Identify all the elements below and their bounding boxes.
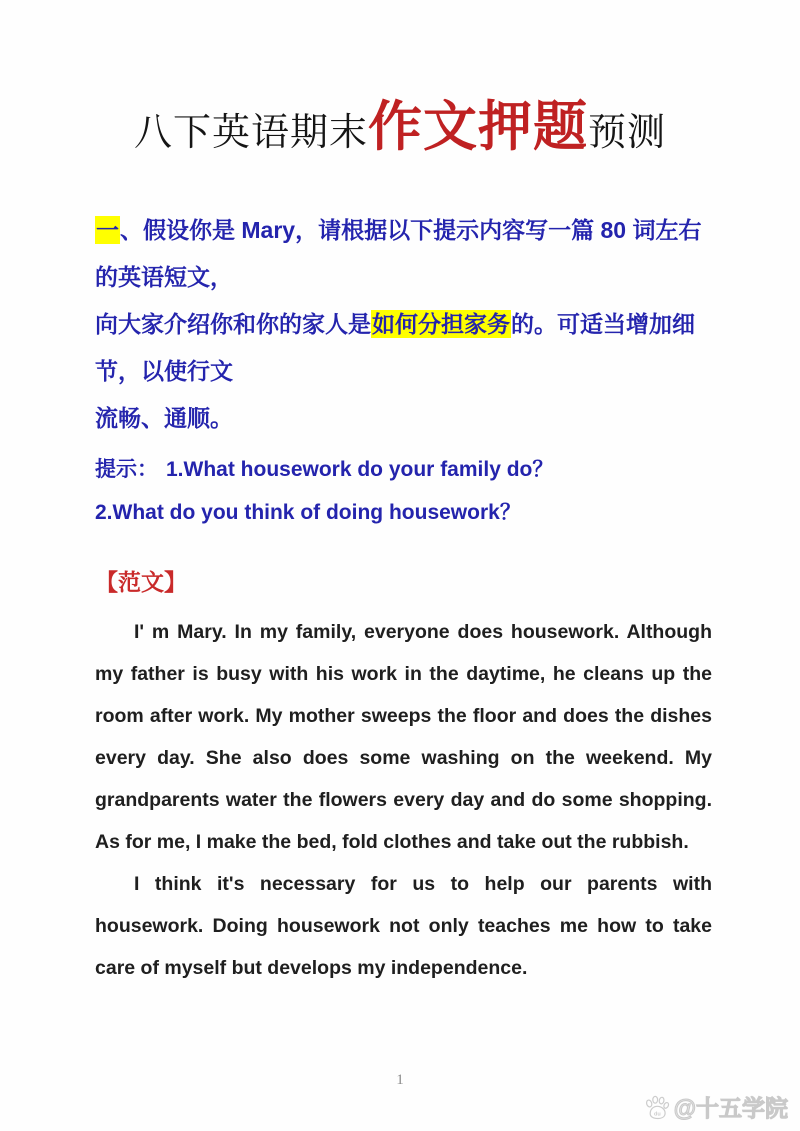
prompt-text: 、假设你是 Mary，请根据以下提示内容写一篇 80 词左右的英语短文， (95, 217, 702, 290)
title-suffix: 预测 (588, 112, 667, 154)
essay-body (95, 611, 712, 989)
essay-paragraph: I' m Mary. In my family, everyone does housework. Although my father is busy with his work in the daytime, he cleans up the room after work. My mother sweeps the floor and does the dishes every day. She also does some washing on the weekend. My grandparents water the flowers every day and do some shopping. As for me, I make the bed, fold clothes and take out the rubbish. (95, 621, 712, 853)
prompt-line (95, 395, 714, 442)
hint-line (95, 491, 714, 534)
hint-label: 提示： (95, 458, 158, 481)
prompt-line (95, 301, 714, 395)
sample-essay-label: 【范文】 (95, 569, 187, 595)
title-prefix: 八下英语期末 (133, 112, 368, 154)
baidu-paw-icon (643, 1093, 671, 1121)
prompt-paragraph (95, 207, 714, 442)
essay-paragraph: I think it's necessary for us to help our parents with housework. Doing housework not only teaches me how to take care of myself but develops my independence. (95, 873, 712, 979)
highlighted-text: 一 (96, 217, 119, 243)
prompt-line (95, 207, 714, 301)
paw-icon-du-label: du (653, 1111, 661, 1117)
page-title (0, 0, 800, 161)
highlighted-text: 如何分担家务 (372, 311, 510, 337)
prompt-text: 的。可适当增加细节，以使行文 (95, 311, 695, 384)
prompt-text: 向大家介绍你和你的家人是 (95, 311, 371, 337)
hint-text: 1.What housework do your family do？ (166, 458, 554, 481)
page-number: 1 (396, 1072, 404, 1088)
hint-line (95, 448, 714, 491)
hint-list (95, 448, 714, 534)
prompt-text: 流畅、通顺。 (95, 405, 233, 431)
watermark (643, 1090, 788, 1123)
hint-text: 2.What do you think of doing housework？ (95, 501, 521, 524)
title-emphasis: 作文押题 (368, 97, 588, 157)
watermark-text: @十五学院 (673, 1095, 788, 1121)
